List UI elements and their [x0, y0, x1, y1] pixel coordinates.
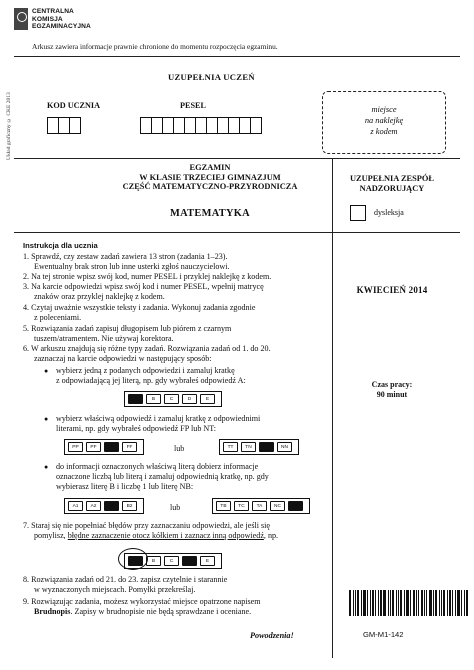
instruction-5-cont: tuszem/atramentem. Nie używaj korektora.	[34, 334, 174, 343]
barcode-bar	[406, 590, 409, 616]
answer-box: B	[146, 556, 161, 566]
student-code-label: KOD UCZNIA	[47, 101, 100, 110]
instruction-5: 5. Rozwiązania zadań zapisuj długopisem lub piórem z czarnym	[23, 324, 232, 333]
answer-box-filled: NT	[259, 442, 274, 452]
right-column-divider	[332, 158, 333, 658]
barcode-bar	[457, 590, 460, 616]
barcode-bar	[388, 590, 389, 616]
barcode-bar	[390, 590, 391, 616]
barcode-bar	[424, 590, 425, 616]
barcode-bar	[421, 590, 423, 616]
barcode-bar	[441, 590, 442, 616]
instruction-7: 7. Staraj się nie popełniać błędów przy zaznaczaniu odpowiedzi, ale jeśli się	[23, 521, 270, 530]
pesel-boxes[interactable]	[140, 117, 261, 134]
barcode-bar	[349, 590, 351, 616]
header-divider	[14, 56, 460, 57]
or-label: lub	[170, 503, 181, 512]
student-code-boxes[interactable]	[47, 117, 80, 134]
bullet-icon: ●	[44, 463, 49, 471]
barcode-bar	[380, 590, 382, 616]
instructions-heading: Instrukcja dla ucznia	[23, 241, 98, 250]
good-luck-text: Powodzenia!	[250, 631, 294, 640]
copyright-note: Układ graficzny © CKE 2013	[6, 92, 12, 160]
instruction-9-cont: Brudnopis. Zapisy w brudnopisie nie będą sprawdzane i oceniane.	[34, 607, 252, 616]
answer-box: E	[200, 394, 215, 404]
answer-box: B	[146, 394, 161, 404]
bullet-3-cont: oznaczone liczbą lub literą i zamaluj odpowiednią kratkę, np. gdy	[56, 472, 269, 481]
or-label: lub	[174, 444, 185, 453]
example-2b-row	[219, 439, 299, 455]
bullet-3-cont2: wybierasz literę B i liczbę 1 lub literę NB:	[56, 482, 194, 491]
exam-title: EGZAMIN W KLASIE TRZECIEJ GIMNAZJUM CZĘŚĆ MATEMATYCZNO-PRZYRODNICZA	[122, 163, 298, 192]
instruction-6: 6. W arkuszu znajdują się różne typy zadań. Rozwiązania zadań od 1. do 20.	[23, 344, 271, 353]
answer-box: TB	[216, 501, 231, 511]
right-column-divider-1	[332, 232, 460, 233]
barcode-bar	[464, 590, 465, 616]
bullet-2-cont: literami, np. gdy wybrałeś odpowiedź FP lub NT:	[56, 424, 217, 433]
barcode-bar	[355, 590, 356, 616]
instruction-7-cont: pomylisz, błędne zaznaczenie otocz kółkiem i zaznacz inną odpowiedź, np.	[34, 531, 279, 540]
answer-box: TC	[234, 501, 249, 511]
barcode-bar	[396, 590, 397, 616]
example-3a-row	[64, 498, 144, 514]
barcode-bar	[357, 590, 359, 616]
barcode-bar	[370, 590, 371, 616]
barcode-bar	[443, 590, 445, 616]
barcode-bar	[439, 590, 440, 616]
answer-box-filled	[128, 394, 143, 404]
answer-box-filled: FP	[104, 442, 119, 452]
instruction-4: 4. Czytaj uważnie wszystkie teksty i zadania. Wykonuj zadania zgodnie	[23, 303, 256, 312]
section-divider	[14, 158, 460, 159]
bullet-1: wybierz jedną z podanych odpowiedzi i zamaluj kratkę	[56, 366, 235, 375]
instruction-4-cont: z poleceniami.	[34, 313, 82, 322]
barcode-bar	[413, 590, 415, 616]
barcode-bar	[466, 590, 468, 616]
barcode-icon	[349, 590, 469, 616]
barcode-bar	[429, 590, 432, 616]
instruction-3-cont: znaków oraz przyklej naklejkę z kodem.	[34, 292, 165, 301]
student-fill-title: UZUPEŁNIA UCZEŃ	[168, 72, 255, 82]
barcode-bar	[410, 590, 411, 616]
barcode-bar	[449, 590, 451, 616]
barcode-bar	[353, 590, 354, 616]
legal-info: Arkusz zawiera informacje prawnie chronione do momentu rozpoczęcia egzaminu.	[32, 42, 278, 51]
barcode-bar	[416, 590, 417, 616]
barcode-bar	[455, 590, 456, 616]
dyslexia-checkbox[interactable]	[350, 205, 366, 221]
correction-circle-icon	[118, 548, 148, 570]
instruction-3: 3. Na karcie odpowiedzi wpisz swój kod i numer PESEL, wpełnij matrycę	[23, 282, 264, 291]
example-1-row	[124, 391, 222, 407]
bullet-1-cont: z odpowiadającą jej literą, np. gdy wybrałeś odpowiedź A:	[56, 376, 246, 385]
instruction-1-cont: Ewentualny brak stron lub inne usterki zgłoś nauczycielowi.	[34, 262, 230, 271]
cke-logo-icon	[14, 8, 28, 30]
barcode-bar	[378, 590, 379, 616]
bullet-icon: ●	[44, 367, 49, 375]
sticker-label: miejsce na naklejkę z kodem	[364, 105, 404, 136]
barcode-bar	[452, 590, 453, 616]
answer-box: C	[164, 394, 179, 404]
supervisor-title: UZUPEŁNIA ZESPÓŁ NADZORUJĄCY	[349, 174, 434, 193]
bullet-2: wybierz właściwą odpowiedź i zamaluj kratkę z odpowiednimi	[56, 414, 261, 423]
answer-box: PP	[68, 442, 83, 452]
exam-time: Czas pracy: 90 minut	[371, 380, 413, 399]
pesel-digit-box[interactable]	[250, 117, 262, 134]
instruction-9: 9. Rozwiązując zadania, możesz wykorzystać miejsce opatrzone napisem	[23, 597, 261, 606]
pesel-label: PESEL	[180, 101, 206, 110]
example-3b-row	[212, 498, 310, 514]
answer-box: TT	[223, 442, 238, 452]
instruction-8: 8. Rozwiązania zadań od 21. do 23. zapisz czytelnie i starannie	[23, 575, 228, 584]
barcode-bar	[461, 590, 462, 616]
barcode-bar	[418, 590, 419, 616]
answer-box: E	[200, 556, 215, 566]
code-digit-box[interactable]	[69, 117, 81, 134]
cke-logo-text: CENTRALNA KOMISJA EGZAMINACYJNA	[32, 8, 91, 31]
barcode-bar	[367, 590, 368, 616]
exam-code: GM-M1-142	[363, 630, 404, 639]
instruction-6-cont: zaznaczaj na karcie odpowiedzi w następujący sposób:	[34, 354, 212, 363]
barcode-bar	[361, 590, 362, 616]
dyslexia-label: dysleksja	[374, 208, 404, 217]
barcode-bar	[433, 590, 434, 616]
answer-box-filled: B1	[104, 501, 119, 511]
barcode-bar	[363, 590, 366, 616]
bullet-3: do informacji oznaczonych właściwą literą dobierz informacje	[56, 462, 259, 471]
answer-box: A2	[86, 501, 101, 511]
answer-box: NC	[270, 501, 285, 511]
answer-box: FF	[122, 442, 137, 452]
answer-box: TN	[241, 442, 256, 452]
barcode-bar	[372, 590, 374, 616]
answer-box: NN	[277, 442, 292, 452]
instruction-2: 2. Na tej stronie wpisz swój kod, numer PESEL i przyklej naklejkę z kodem.	[23, 272, 272, 281]
barcode-bar	[392, 590, 394, 616]
answer-box-filled	[182, 556, 197, 566]
answer-box-filled: NB	[288, 501, 303, 511]
barcode-bar	[404, 590, 405, 616]
example-2a-row	[64, 439, 144, 455]
exam-month: KWIECIEŃ 2014	[356, 285, 428, 295]
subject-title: MATEMATYKA	[170, 208, 250, 219]
barcode-bar	[435, 590, 437, 616]
barcode-bar	[383, 590, 386, 616]
answer-box: TA	[252, 501, 267, 511]
barcode-bar	[375, 590, 376, 616]
answer-box: D	[182, 394, 197, 404]
barcode-bar	[400, 590, 402, 616]
instruction-1: 1. Sprawdź, czy zestaw zadań zawiera 13 stron (zadania 1–23).	[23, 252, 228, 261]
barcode-bar	[398, 590, 399, 616]
answer-box: B2	[122, 501, 137, 511]
barcode-bar	[426, 590, 427, 616]
answer-box: A1	[68, 501, 83, 511]
answer-box: C	[164, 556, 179, 566]
answer-box: PF	[86, 442, 101, 452]
title-divider	[14, 232, 332, 233]
bullet-icon: ●	[44, 415, 49, 423]
instruction-8-cont: w wyznaczonych miejscach. Pomyłki przekreślaj.	[34, 585, 196, 594]
barcode-bar	[447, 590, 448, 616]
